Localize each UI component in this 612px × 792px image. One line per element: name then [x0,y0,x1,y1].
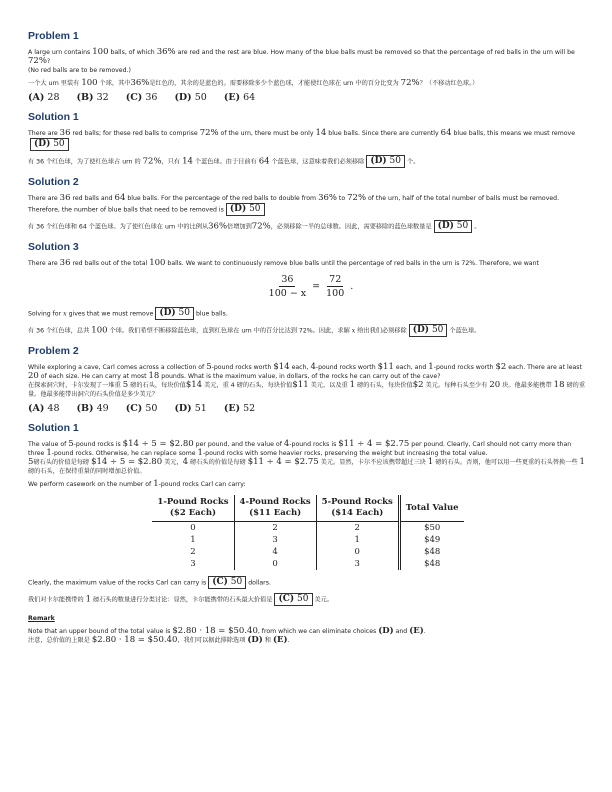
table-header-4lb: 4-Pound Rocks ($11 Each) [234,495,316,522]
table-row: 1 3 1 $49 [152,534,463,546]
casework-intro: We perform casework on the number of 1-pound rocks Carl can carry: [28,479,246,489]
choice-d: (D) 51 [174,403,207,414]
choice-b: (B) 49 [76,403,109,414]
remark-text-zh: 注意，总价值的上限是 $2.80 · 18 = $50.40，我们可以据此排除选项 (D) 和 (E). [28,635,290,645]
solution-3-text-en: There are 36 red balls out of the total 100 balls. We want to continuously remove blue balls until the percentage of red balls in the urn is 72%. Therefore, we want [28,258,539,268]
problem-1-text-zh: 一个大 urn 里装有 100 个球，其中36%是红色的，其余的是蓝色的。需要移除多少个蓝色球，才能使红色球在 urn 中的百分比变为 72%？（不移动红色球。） [28,78,479,88]
table-row: 0 2 2 $50 [152,522,463,535]
choice-e: (E) 52 [223,403,256,414]
table-header-5lb: 5-Pound Rocks ($14 Each) [316,495,399,522]
problem-2-solution-text-zh: 5磅石头的价值是每磅 $14 ÷ 5 = $2.80 美元，4 磅石头的价值是每磅 $11 ÷ 4 = $2.75 美元。显然，卡尔不应该携带超过三块 1 磅的石头。否则，他可以用一些更重的石头替换一些 1 磅的石头，在保持重量的同时增加总价值。 [28,457,585,475]
solution-1-answer-box-zh: (D) 50 [366,155,405,168]
table-row: 3 0 3 $48 [152,558,463,570]
problem-2-solution-heading: Solution 1 [28,422,79,434]
solution-1-text-en: There are 36 red balls; for these red balls to comprise 72% of the urn, there must be only 14 blue balls. Since there are currently 64 blue balls, this means we must remove (D) 50 [28,128,576,149]
solution-1-text-zh: 有 36 个红色球，为了使红色球占 urn 的 72%，只有 14 个蓝色球。由于目前有 64 个蓝色球，这意味着我们必须移除 (D) 50 个。 [28,156,420,167]
table-header-total: Total Value [399,495,463,522]
choice-c: (C) 36 [125,92,158,103]
problem-2-solution-text-en: The value of 5-pound rocks is $14 ÷ 5 = $2.80 per pound, and the value of 4-pound rocks is $11 ÷ 4 = $2.75 per pound. Clearly, Carl should not carry more than three 1-pound rocks. Otherwise, he can replace some 1-pound rocks with some heavier rocks, preserving the weight but increasing the total value. [28,439,572,458]
remark-label: Remark [28,615,55,622]
solution-2-text-en: There are 36 red balls and 64 blue balls. For the percentage of the red balls to double from 36% to 72% of the urn, half of the total number of balls must be removed. Therefore, the number of blue balls that need to be removed is (D) 50 [28,193,560,214]
casework-table [152,495,463,570]
problem-2-conclusion-en: Clearly, the maximum value of the rocks Carl can carry is (C) 50 dollars. [28,577,271,587]
table-header-1lb: 1-Pound Rocks ($2 Each) [152,495,234,522]
solution-3-equation: $\frac{36}{100 - x}$ = $\frac{72}{100}$ . [268,274,354,299]
problem-1-note-en: (No red balls are to be removed.) [28,67,131,74]
solution-2-heading: Solution 2 [28,176,79,188]
table-row: 2 4 0 $48 [152,546,463,558]
problem-2-text-zh: 在探索洞穴时，卡尔发现了一堆重 5 磅的石头，每块价值$14 美元，重 4 磅的石头，每块价值$11 美元，以及重 1 磅的石头，每块价值$2 美元。每种石头至少有 20 块。他最多能携带 18 磅的重量。他最多能带出洞穴的石头价值是多少美元？ [28,380,586,398]
solution-3-answer-box: (D) 50 [155,307,194,320]
solution-2-text-zh: 有 36 个红色球和 64 个蓝色球。为了使红色球在 urn 中的比例从36%倍增加到72%，必须移除一半的总球数。因此，需要移除的蓝色球数量是 (D) 50 。 [28,221,481,232]
choice-b: (B) 32 [76,92,109,103]
solution-2-answer-box-zh: (D) 50 [434,220,473,233]
document-page [28,30,588,645]
choice-d: (D) 50 [174,92,207,103]
choice-a: (A) 48 [28,403,60,414]
solution-2-answer-box: (D) 50 [226,203,265,216]
problem-2-choices [28,403,588,414]
problem-1-choices [28,92,588,103]
problem-1-text-en: A large urn contains 100 balls, of which 36% are red and the rest are blue. How many of the blue balls must be removed so that the percentage of red balls in the urn will be 72%? [28,47,575,66]
problem-2-answer-box-zh: (C) 50 [274,593,312,606]
solution-1-answer-box: (D) 50 [30,138,69,151]
problem-2-text-en: While exploring a cave, Carl comes across a collection of 5-pound rocks worth $14 each, 4-pound rocks worth $11 each, and 1-pound rocks worth $2 each. There are at least 20 of each size. He can carry at most 18 pounds. What is the maximum value, in dollars, of the rocks he can carry out of the cave? [28,362,582,381]
problem-2-answer-box: (C) 50 [208,576,246,589]
choice-e: (E) 64 [223,92,256,103]
problem-2-conclusion-zh: 我们对卡尔能携带的 1 磅石头的数量进行分类讨论：显然，卡尔能携带的石头最大价值是 (C) 50 美元。 [28,594,334,605]
solution-3-heading: Solution 3 [28,241,79,253]
problem-1-heading: Problem 1 [28,30,79,42]
choice-c: (C) 50 [125,403,158,414]
problem-2-heading: Problem 2 [28,345,79,357]
choice-a: (A) 28 [28,92,60,103]
solution-3-text-zh: 有 36 个红色球，总共 100 个球。我们希望不断移除蓝色球，直到红色球在 urn 中的百分比达到 72%。因此，求解 x 给出我们必须移除 (D) 50 个蓝色球。 [28,325,481,336]
remark-text-en: Note that an upper bound of the total value is $2.80 · 18 = $50.40, from which we can eliminate choices (D) and (E). [28,626,426,636]
solution-3-solve-en: Solving for x gives that we must remove (D) 50 blue balls. [28,308,228,318]
solution-1-heading: Solution 1 [28,111,79,123]
solution-3-answer-box-zh: (D) 50 [409,324,448,337]
